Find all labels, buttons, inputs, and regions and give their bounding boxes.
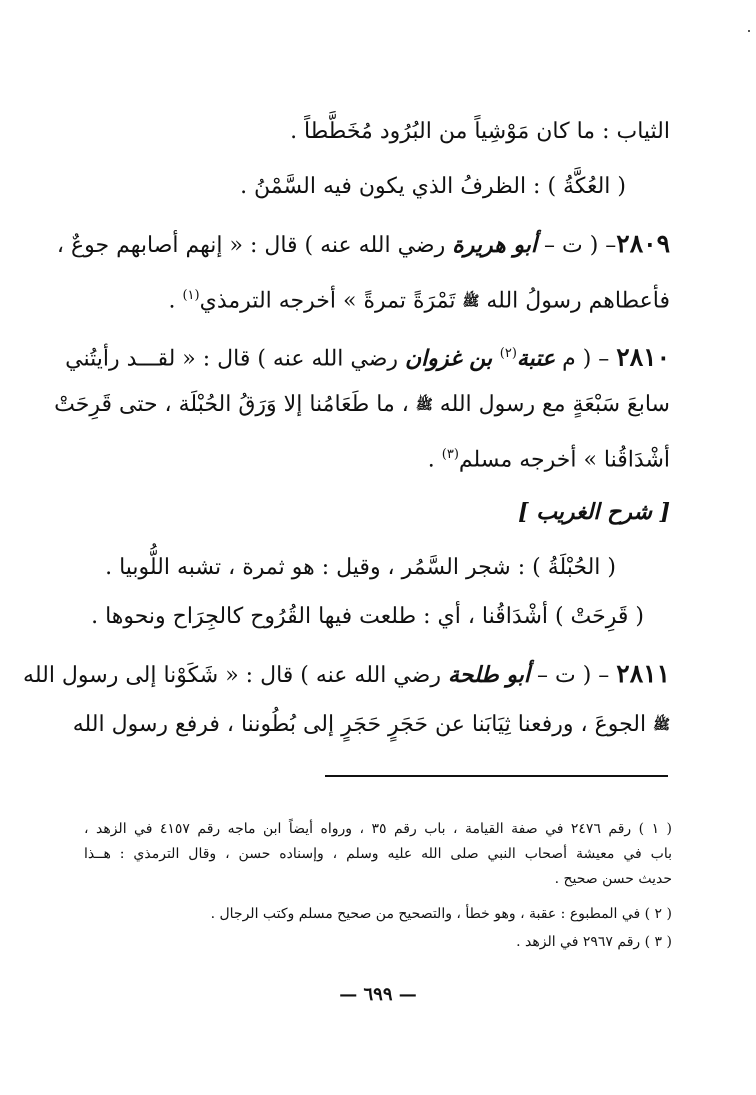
- narrator-abu-hurayra: أبو هريرة: [452, 232, 537, 258]
- hadith-2810-cont-a: سابعَ سَبْعَةٍ مع رسول الله: [432, 392, 670, 417]
- narrator-utbah: عتبة: [516, 345, 556, 372]
- hadith-2811-line-1: [23, 659, 670, 691]
- hadith-2809-cont-b: تَمْرَةً تمرةً » أخرجه الترمذي: [199, 288, 463, 314]
- page-number: — ٦٩٩ —: [339, 984, 417, 1005]
- hadith-2809-text: رضي الله عنه ) قال : « إنهم أصابهم جوعٌ ،: [56, 233, 453, 258]
- hadith-2810-cont-c: أشْدَاقُنا » أخرجه مسلم: [458, 447, 670, 473]
- footnote-ref-1[interactable]: (١): [182, 288, 200, 303]
- hadith-number-2809: ٢٨٠٩: [616, 229, 670, 258]
- hadith-2809-line-2: [168, 281, 670, 316]
- hadith-2810-open: – ( م: [555, 346, 617, 372]
- salla-mark: ﷺ: [415, 397, 433, 413]
- hadith-2809-open: – ( ت –: [537, 233, 617, 258]
- hadith-2810-text: رضي الله عنه ) قال : « لقـــد رأيتُني: [65, 346, 406, 372]
- gloss-qarihat: ( قَرِحَتْ ) أشْدَاقُنا ، أي : طلعت فيها القُرُوح كالجِرَاح ونحوها .: [91, 604, 644, 629]
- hadith-2811-cont: الجوعَ ، ورفعنا ثِيَابَنا عن حَجَرٍ حَجَرٍ إلى بُطُوننا ، فرفع رسول الله: [72, 712, 654, 737]
- hadith-2811-text: رضي الله عنه ) قال : « شَكَوْنا إلى رسول الله: [23, 663, 448, 688]
- footnote-1-line-2: باب في معيشة أصحاب النبي صلى الله عليه وسلم ، وإسناده حسن ، وقال الترمذي : هــذا: [84, 846, 672, 862]
- text-line-1: الثياب : ما كان مَوْشِياً من البُرُود مُخَطَّطاً .: [290, 119, 670, 144]
- hadith-2810-cont-d: .: [427, 447, 442, 473]
- footnote-divider: [325, 775, 668, 777]
- footnote-2: ( ٢ ) في المطبوع : عقبة ، وهو خطأ ، والتصحيح من صحيح مسلم وكتب الرجال .: [210, 906, 672, 922]
- footnote-ref-3[interactable]: (٣): [441, 447, 459, 462]
- section-heading-gharib: [ شرح الغريب ]: [518, 499, 670, 525]
- hadith-2810-cont-b: ، ما طَعَامُنا إلا وَرَقُ الحُبْلَة ، حتى قَرِحَتْ: [54, 392, 416, 417]
- hadith-2810-line-1: [65, 339, 670, 374]
- hadith-2810-line-2: [54, 390, 670, 420]
- narrator-ibn-ghazwan: بن غزوان: [405, 345, 500, 372]
- gloss-okkah: ( العُكَّةُ ) : الظرفُ الذي يكون فيه السَّمْنُ .: [240, 174, 626, 199]
- hadith-number-2811: ٢٨١١: [616, 659, 670, 688]
- narrator-abu-talha: أبو طلحة: [447, 662, 531, 688]
- hadith-2811-line-2: [72, 710, 670, 740]
- gloss-hublah: ( الحُبْلَةُ ) : شجر السَّمُر ، وقيل : هو ثمرة ، تشبه اللُّوبيا .: [105, 555, 616, 580]
- footnote-1-line-1: ( ١ ) رقم ٢٤٧٦ في صفة القيامة ، باب رقم ٣٥ ، ورواه أيضاً ابن ماجه رقم ٤١٥٧ في الزهد ،: [84, 821, 673, 837]
- salla-mark: ﷺ: [462, 293, 480, 310]
- hadith-2811-open: – ( ت –: [530, 663, 617, 688]
- hadith-number-2810: ٢٨١٠: [616, 342, 670, 372]
- hadith-2809-cont-a: فأعطاهم رسولُ الله: [479, 288, 670, 314]
- footnote-1-line-3: حديث حسن صحيح .: [554, 871, 672, 887]
- footnote-3: ( ٣ ) رقم ٢٩٦٧ في الزهد .: [516, 934, 672, 950]
- hadith-2810-line-3: [428, 440, 670, 475]
- hadith-2809-line-1: [56, 229, 670, 261]
- hadith-2809-cont-c: .: [168, 288, 183, 314]
- salla-mark: ﷺ: [653, 717, 670, 733]
- footnote-ref-2[interactable]: (٢): [499, 346, 517, 361]
- scan-mark: [748, 30, 750, 32]
